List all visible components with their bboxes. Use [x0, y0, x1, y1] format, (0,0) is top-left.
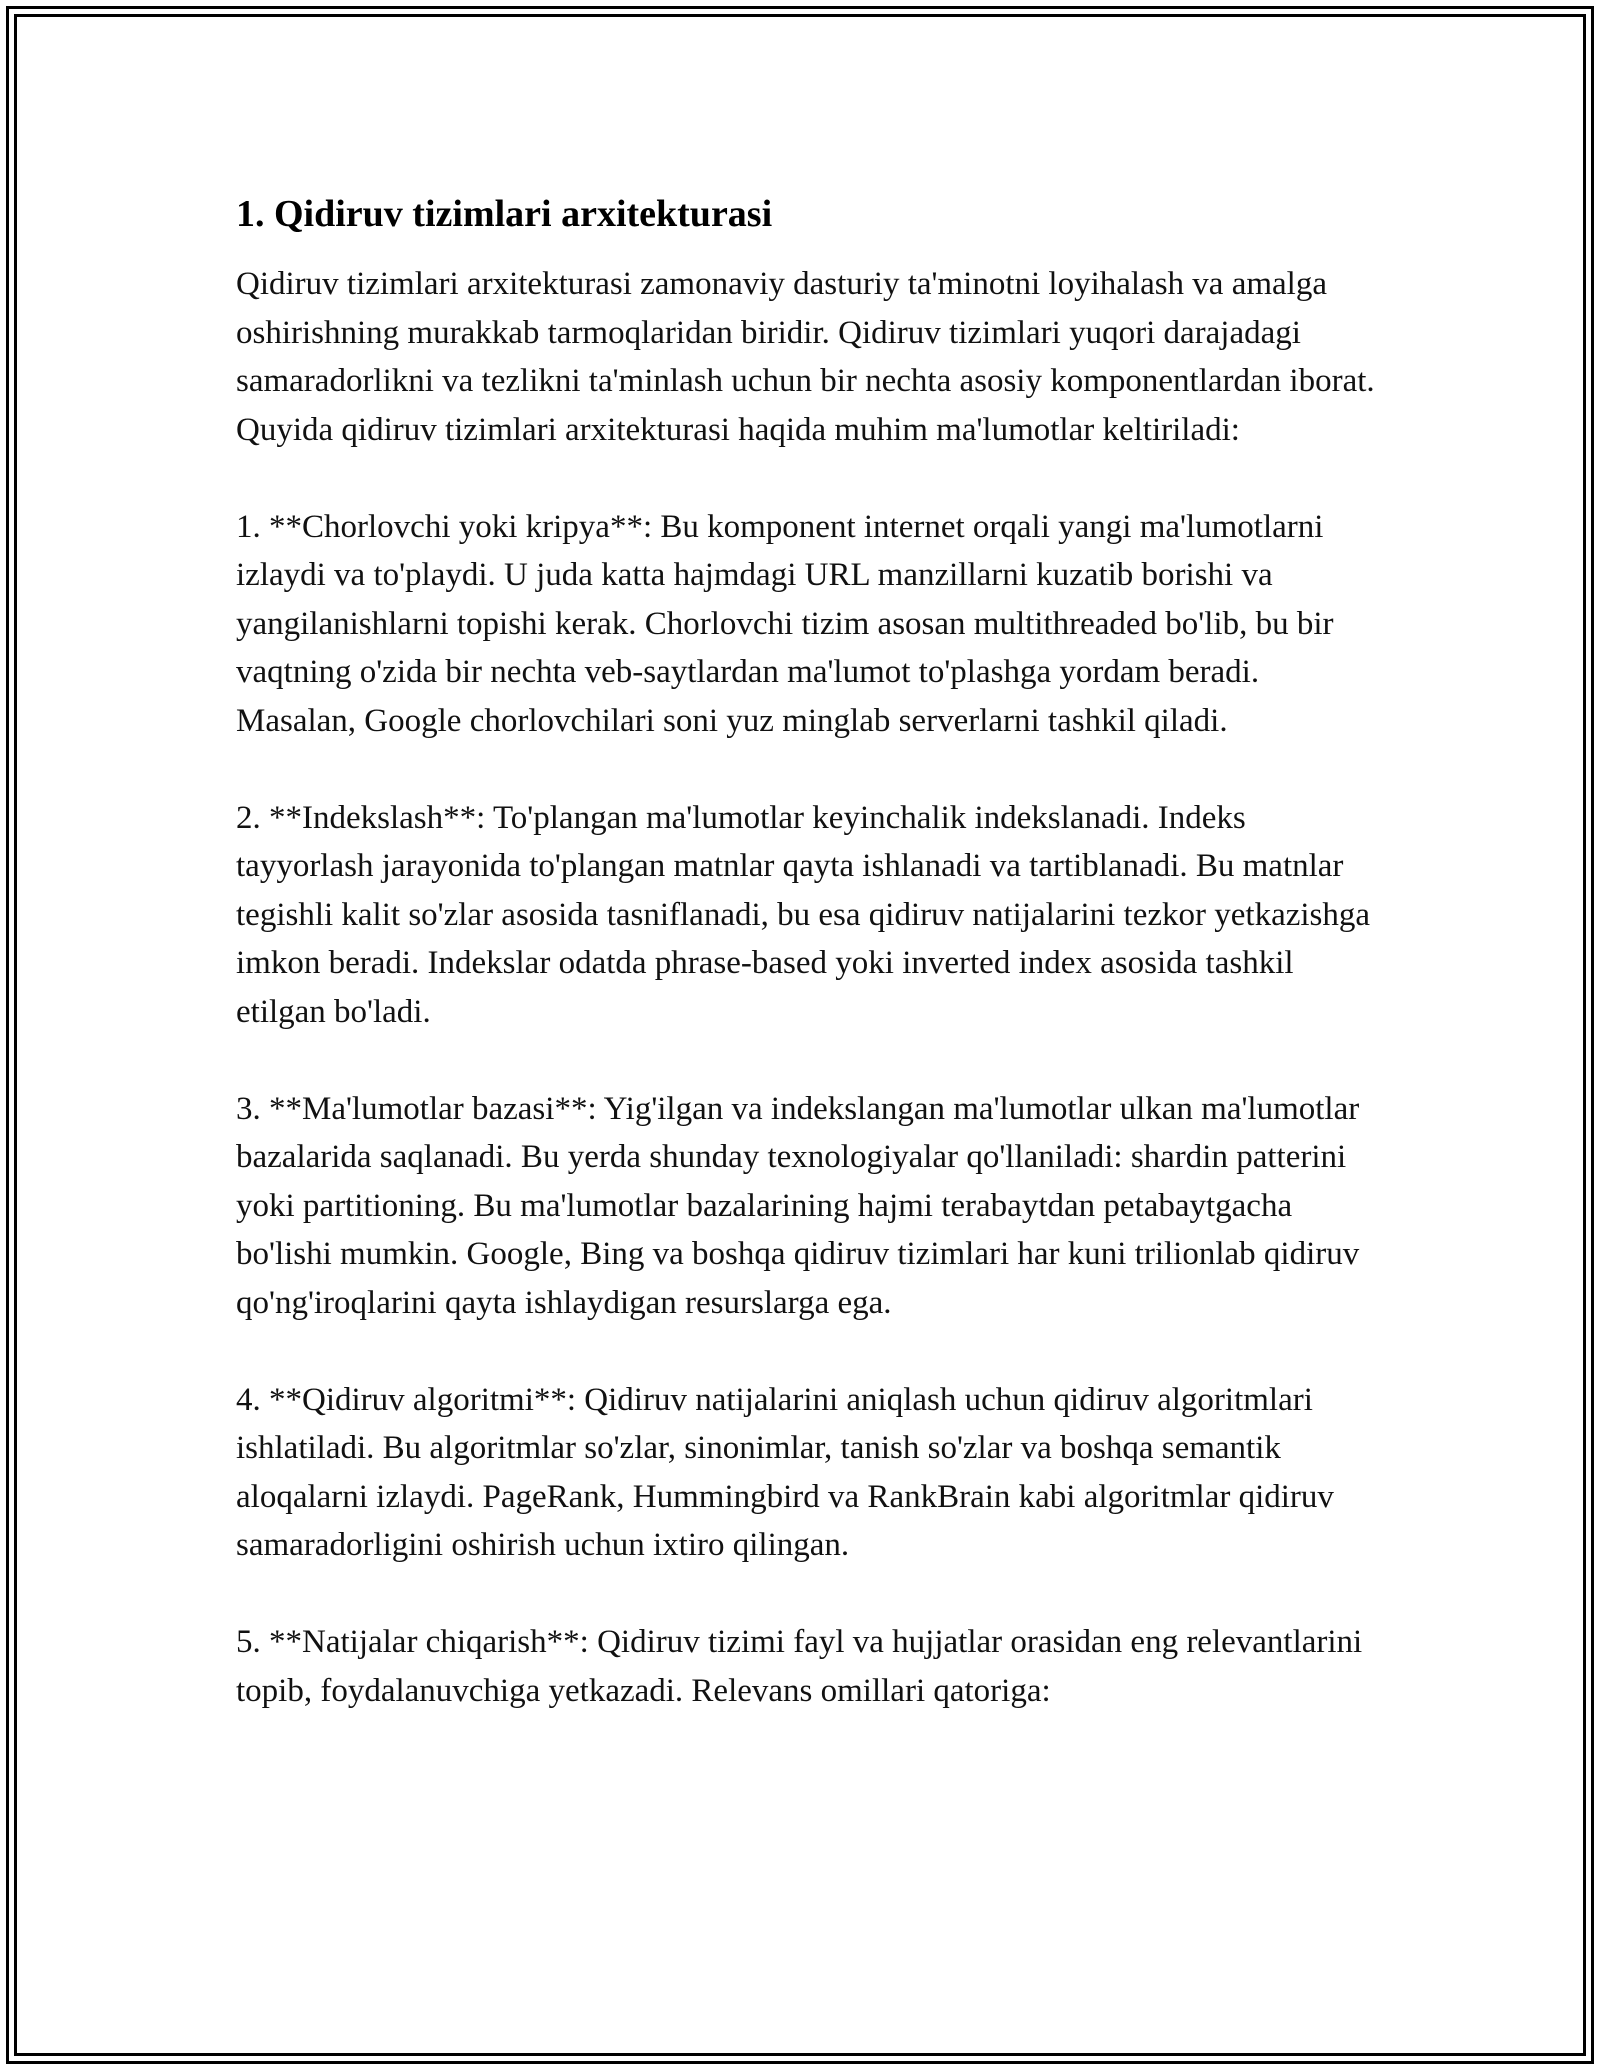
list-item-indexing: 2. **Indekslash**: To'plangan ma'lumotlar keyinchalik indekslanadi. Indeks tayyorlash jarayonida to'plangan matnlar qayta ishlanadi va tartiblanadi. Bu matnlar tegishli kalit so'zlar asosida tasniflanadi, bu esa qidiruv natijalarini tezkor yetkazishga imkon beradi. Indekslar odatda phrase-based yoki inverted index asosida tashkil etilgan bo'ladi. — [236, 799, 1371, 1030]
list-item-database: 3. **Ma'lumotlar bazasi**: Yig'ilgan va indekslangan ma'lumotlar ulkan ma'lumotlar bazalarida saqlanadi. Bu yerda shunday texnologiyalar qo'llaniladi: shardin patterini yoki partitioning. Bu ma'lumotlar bazalarining hajmi terabaytdan petabaytgacha bo'lishi mumkin. Google, Bing va boshqa qidiruv tizimlari har kuni trilionlab qidiruv qo'ng'iroqlarini qayta ishlaydigan resurslarga ega. — [236, 1090, 1360, 1321]
list-item-search-algorithm: 4. **Qidiruv algoritmi**: Qidiruv natijalarini aniqlash uchun qidiruv algoritmlari ishlatiladi. Bu algoritmlar so'zlar, sinonimlar, tanish so'zlar va boshqa semantik aloqalarni izlaydi. PageRank, Hummingbird va RankBrain kabi algoritmlar qidiruv samaradorligini oshirish uchun ixtiro qilingan. — [236, 1381, 1334, 1563]
document-body — [236, 190, 1386, 1715]
section-heading: 1. Qidiruv tizimlari arxitekturasi — [236, 193, 773, 235]
list-item-crawler: 1. **Chorlovchi yoki kripya**: Bu komponent internet orqali yangi ma'lumotlarni izlaydi va to'playdi. U juda katta hajmdagi URL manzillarni kuzatib borishi va yangilanishlarni topishi kerak. Chorlovchi tizim asosan multithreaded bo'lib, bu bir vaqtning o'zida bir nechta veb-saytlardan ma'lumot to'plashga yordam beradi. Masalan, Google chorlovchilari soni yuz minglab serverlarni tashkil qiladi. — [236, 508, 1334, 739]
intro-paragraph: Qidiruv tizimlari arxitekturasi zamonaviy dasturiy ta'minotni loyihalash va amalga oshirishning murakkab tarmoqlaridan biridir. Qidiruv tizimlari yuqori darajadagi samaradorlikni va tezlikni ta'minlash uchun bir nechta asosiy komponentlardan iborat. Quyida qidiruv tizimlari arxitekturasi haqida muhim ma'lumotlar keltiriladi: — [236, 266, 1375, 448]
list-item-results-output: 5. **Natijalar chiqarish**: Qidiruv tizimi fayl va hujjatlar orasidan eng relevantlarini topib, foydalanuvchiga yetkazadi. Relevans omillari qatoriga: — [236, 1624, 1363, 1709]
